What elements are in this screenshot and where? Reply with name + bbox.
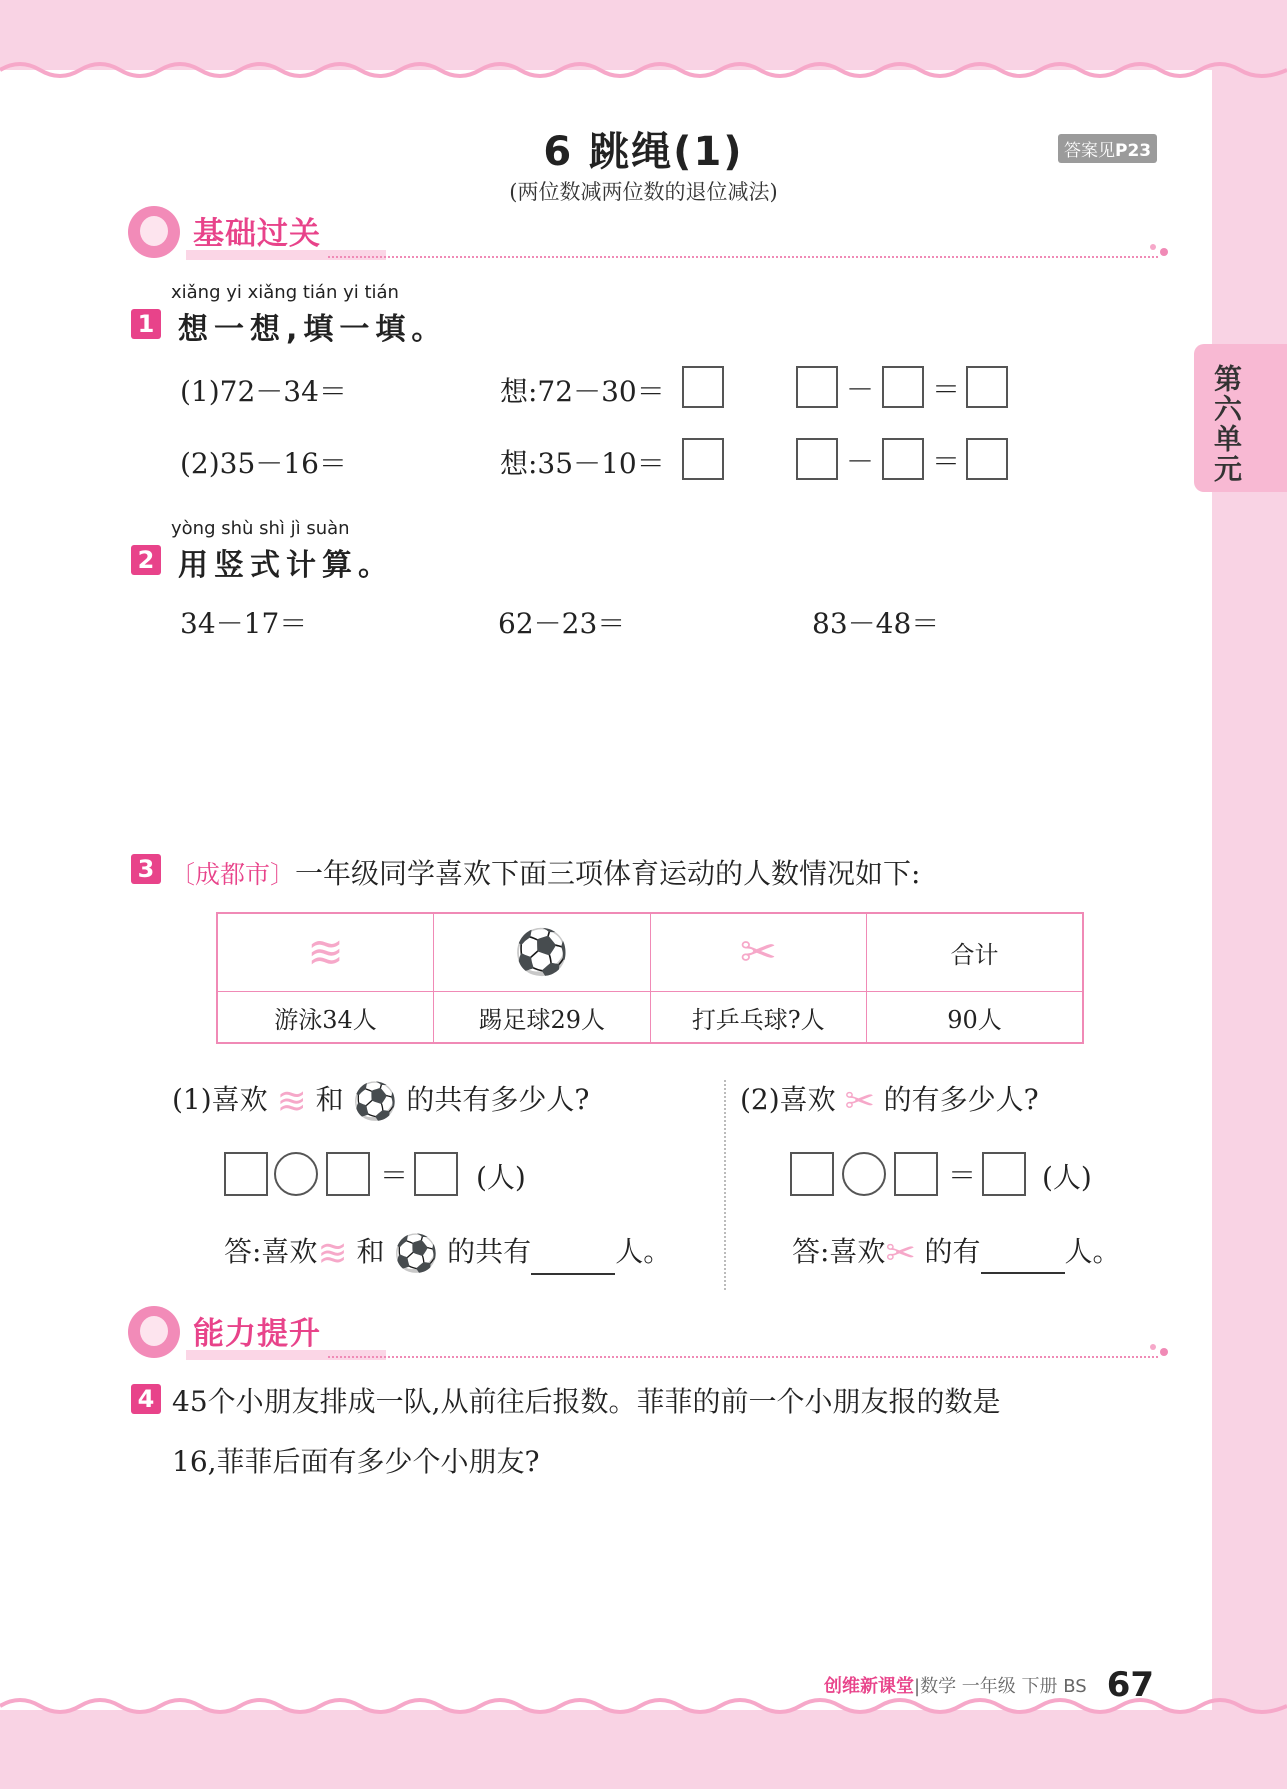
unit-label: (人) — [1042, 1161, 1092, 1194]
answer-end: 人。 — [615, 1235, 672, 1268]
answer-box[interactable] — [224, 1152, 268, 1196]
footer-brand: 创维新课堂 — [824, 1676, 914, 1697]
equals-sign: ＝ — [948, 1159, 977, 1192]
minus-sign: － — [846, 445, 875, 478]
answer-box[interactable] — [796, 366, 838, 408]
answer-and: 和 — [356, 1235, 385, 1268]
equals-sign: ＝ — [380, 1159, 409, 1192]
answer-ref-prefix: 答案见 — [1064, 141, 1115, 161]
section-header-basic — [128, 204, 1168, 260]
q3-number: 3 — [131, 854, 161, 884]
page-number: 67 — [1106, 1665, 1155, 1705]
operator-circle[interactable] — [842, 1152, 886, 1196]
answer-box[interactable] — [682, 366, 724, 408]
swimming-icon: ≋ — [276, 1081, 307, 1122]
monkey-avatar-icon — [128, 1306, 180, 1358]
table-cell-total: 90人 — [867, 992, 1084, 1044]
answer-mid: 的共有 — [447, 1235, 532, 1268]
q2-title: 用竖式计算。 — [178, 548, 394, 583]
answer-box[interactable] — [796, 438, 838, 480]
q1-problem-1: (1)72－34＝ — [180, 375, 347, 408]
q1-hint-1: 想:72－30＝ — [500, 375, 665, 408]
q1-hint-2: 想:35－10＝ — [500, 447, 665, 480]
divider-dot-icon — [1150, 1344, 1156, 1350]
answer-blank[interactable] — [981, 1244, 1065, 1274]
page-title: 6 跳绳(1) — [543, 129, 744, 175]
table-cell-soccer: 踢足球29人 — [434, 992, 651, 1044]
dotted-divider — [328, 1356, 1158, 1358]
soccer-icon: ⚽ — [352, 1081, 398, 1123]
q3-sub2-question — [740, 1078, 1039, 1122]
page-subtitle: (两位数减两位数的退位减法) — [509, 180, 778, 204]
divider-dot-icon — [1150, 244, 1156, 250]
section-header-advanced — [128, 1304, 1168, 1360]
q4-line-2: 16,菲菲后面有多少个小朋友? — [172, 1445, 540, 1478]
section-title-basic: 基础过关 — [193, 216, 321, 252]
answer-ref-page: P23 — [1115, 141, 1152, 161]
q3-sub1-and: 和 — [315, 1083, 344, 1116]
column-divider — [724, 1080, 726, 1290]
answer-mid: 的有 — [924, 1235, 981, 1268]
answer-box[interactable] — [966, 366, 1008, 408]
answer-box[interactable] — [882, 438, 924, 480]
q2-number: 2 — [131, 545, 161, 575]
answer-box[interactable] — [326, 1152, 370, 1196]
equals-sign: ＝ — [932, 445, 961, 478]
q3-sub2-answer — [792, 1230, 1121, 1274]
operator-circle[interactable] — [274, 1152, 318, 1196]
table-cell — [650, 913, 867, 992]
unit-side-tab-label: 第六单元 — [1210, 364, 1243, 484]
q1-pinyin: xiǎng yi xiǎng tián yi tián — [171, 282, 399, 303]
swimming-icon: ≋ — [317, 1233, 348, 1274]
answer-reference-badge — [1058, 134, 1157, 163]
q4-line-1: 45个小朋友排成一队,从前往后报数。菲菲的前一个小朋友报的数是 — [172, 1385, 1001, 1418]
swimming-icon: ≋ — [307, 926, 344, 978]
sports-table — [216, 912, 1084, 1044]
minus-sign: － — [846, 373, 875, 406]
q2-problem-2: 62－23＝ — [498, 607, 626, 640]
q2-problem-1: 34－17＝ — [180, 607, 308, 640]
answer-blank[interactable] — [531, 1245, 615, 1275]
unit-label: (人) — [476, 1161, 526, 1194]
table-header-total: 合计 — [867, 913, 1084, 992]
monkey-avatar-icon — [128, 206, 180, 258]
answer-box[interactable] — [982, 1152, 1026, 1196]
q3-text: 一年级同学喜欢下面三项体育运动的人数情况如下: — [295, 857, 921, 890]
unit-side-tab — [1194, 344, 1287, 492]
answer-box[interactable] — [966, 438, 1008, 480]
q3-statement — [170, 852, 920, 892]
equals-sign: ＝ — [932, 373, 961, 406]
q3-sub1-question — [172, 1078, 589, 1123]
table-cell — [434, 913, 651, 992]
q3-location-tag: 〔成都市〕 — [170, 860, 296, 889]
table-tennis-icon: ✂ — [739, 926, 777, 978]
page-footer — [824, 1665, 1154, 1705]
table-cell — [217, 913, 434, 992]
q3-sub1-answer — [224, 1230, 671, 1275]
soccer-icon: ⚽ — [514, 926, 570, 978]
table-tennis-icon: ✂ — [885, 1233, 916, 1274]
answer-box[interactable] — [790, 1152, 834, 1196]
q4-number: 4 — [131, 1384, 161, 1414]
q1-title: 想一想,填一填。 — [178, 312, 448, 347]
q1-number: 1 — [131, 309, 161, 339]
answer-prefix: 答:喜欢 — [792, 1235, 886, 1268]
q1-problem-2: (2)35－16＝ — [180, 447, 347, 480]
answer-end: 人。 — [1064, 1235, 1121, 1268]
soccer-icon: ⚽ — [393, 1233, 439, 1275]
q2-problem-3: 83－48＝ — [812, 607, 940, 640]
q3-sub2-suffix: 的有多少人? — [883, 1083, 1039, 1116]
q2-pinyin: yòng shù shì jì suàn — [171, 518, 350, 539]
section-title-advanced: 能力提升 — [193, 1316, 321, 1352]
answer-box[interactable] — [882, 366, 924, 408]
q3-sub1-prefix: (1)喜欢 — [172, 1083, 268, 1116]
footer-info: |数学 一年级 下册 BS — [914, 1676, 1087, 1697]
dotted-divider — [328, 256, 1158, 258]
q3-sub1-suffix: 的共有多少人? — [406, 1083, 590, 1116]
table-cell-table-tennis: 打乒乓球?人 — [650, 992, 867, 1044]
answer-box[interactable] — [682, 438, 724, 480]
table-tennis-icon: ✂ — [844, 1081, 875, 1122]
answer-prefix: 答:喜欢 — [224, 1235, 318, 1268]
divider-dot-icon — [1160, 1348, 1168, 1356]
table-cell-swimming: 游泳34人 — [217, 992, 434, 1044]
answer-box[interactable] — [894, 1152, 938, 1196]
q3-sub2-prefix: (2)喜欢 — [740, 1083, 836, 1116]
answer-box[interactable] — [414, 1152, 458, 1196]
divider-dot-icon — [1160, 248, 1168, 256]
top-wave-border — [0, 56, 1287, 80]
